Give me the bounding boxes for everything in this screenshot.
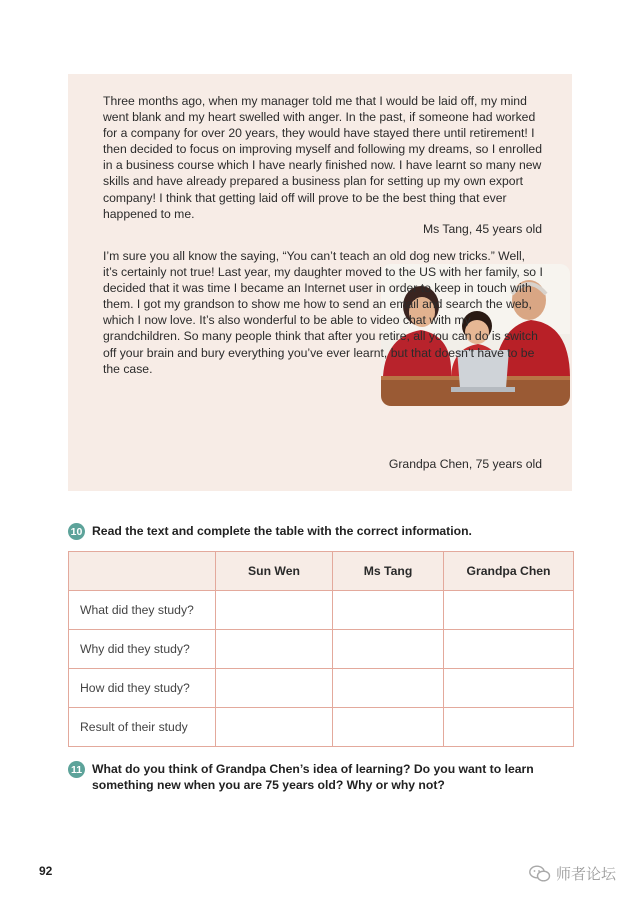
answer-cell[interactable] bbox=[333, 630, 444, 669]
watermark bbox=[529, 863, 616, 884]
answer-cell[interactable] bbox=[333, 708, 444, 747]
information-table bbox=[68, 551, 574, 747]
row-label: How did they study? bbox=[69, 669, 216, 708]
answer-cell[interactable] bbox=[444, 630, 574, 669]
answer-cell[interactable] bbox=[333, 591, 444, 630]
answer-cell[interactable] bbox=[444, 669, 574, 708]
table-header-cell: Sun Wen bbox=[216, 552, 333, 591]
table-row bbox=[69, 669, 574, 708]
question-number-badge: 10 bbox=[68, 523, 85, 540]
row-label: Why did they study? bbox=[69, 630, 216, 669]
table-row bbox=[69, 708, 574, 747]
reading-paragraph-ms-tang: Three months ago, when my manager told me that I would be laid off, my mind went blank and my heart swelled with anger. In the past, if someone had worked for a company for over 20 years, they would have stayed there until retirement! I then decided to focus on improving myself and following my dreams, so I enrolled in a business course which I have nearly finished now. I have learnt so many new skills and have already prepared a business plan for setting up my own export company! I think that getting laid off will prove to be the best thing that ever happened to me. bbox=[103, 94, 542, 221]
answer-cell[interactable] bbox=[444, 591, 574, 630]
question-10 bbox=[68, 524, 472, 540]
table-header-cell: Grandpa Chen bbox=[444, 552, 574, 591]
signature-grandpa-chen: Grandpa Chen, 75 years old bbox=[388, 457, 542, 471]
table-header-cell: Ms Tang bbox=[333, 552, 444, 591]
signature-ms-tang: Ms Tang, 45 years old bbox=[422, 222, 542, 236]
question-number-badge: 11 bbox=[68, 761, 85, 778]
answer-cell[interactable] bbox=[216, 630, 333, 669]
question-text: Read the text and complete the table with the correct information. bbox=[92, 524, 472, 538]
answer-cell[interactable] bbox=[216, 708, 333, 747]
reading-paragraph-grandpa-chen: I’m sure you all know the saying, “You can’t teach an old dog new tricks.” Well, it’s certainly not true! Last year, my daughter moved to the US with her family, so I decided that it was time I became an Internet user in order to keep in touch with them. I got my grandson to show me how to send an email and search the web, which I now love. It’s also wonderful to be able to video chat with my grandchildren. So many people think that after you retire, all you can do is switch off your brain and bury everything you’ve ever learnt, but that doesn’t have to be the case. bbox=[103, 249, 543, 376]
table-header-row bbox=[69, 552, 574, 591]
answer-cell[interactable] bbox=[444, 708, 574, 747]
answer-cell[interactable] bbox=[216, 669, 333, 708]
question-11 bbox=[68, 762, 552, 793]
table-header-cell bbox=[69, 552, 216, 591]
row-label: Result of their study bbox=[69, 708, 216, 747]
wechat-icon bbox=[529, 865, 551, 883]
table-row bbox=[69, 591, 574, 630]
answer-cell[interactable] bbox=[333, 669, 444, 708]
question-text: What do you think of Grandpa Chen’s idea of learning? Do you want to learn something new when you are 75 years old? Why or why not? bbox=[92, 762, 534, 792]
answer-cell[interactable] bbox=[216, 591, 333, 630]
page-number: 92 bbox=[39, 864, 53, 878]
watermark-text: 师者论坛 bbox=[556, 866, 617, 883]
row-label: What did they study? bbox=[69, 591, 216, 630]
table-row bbox=[69, 630, 574, 669]
